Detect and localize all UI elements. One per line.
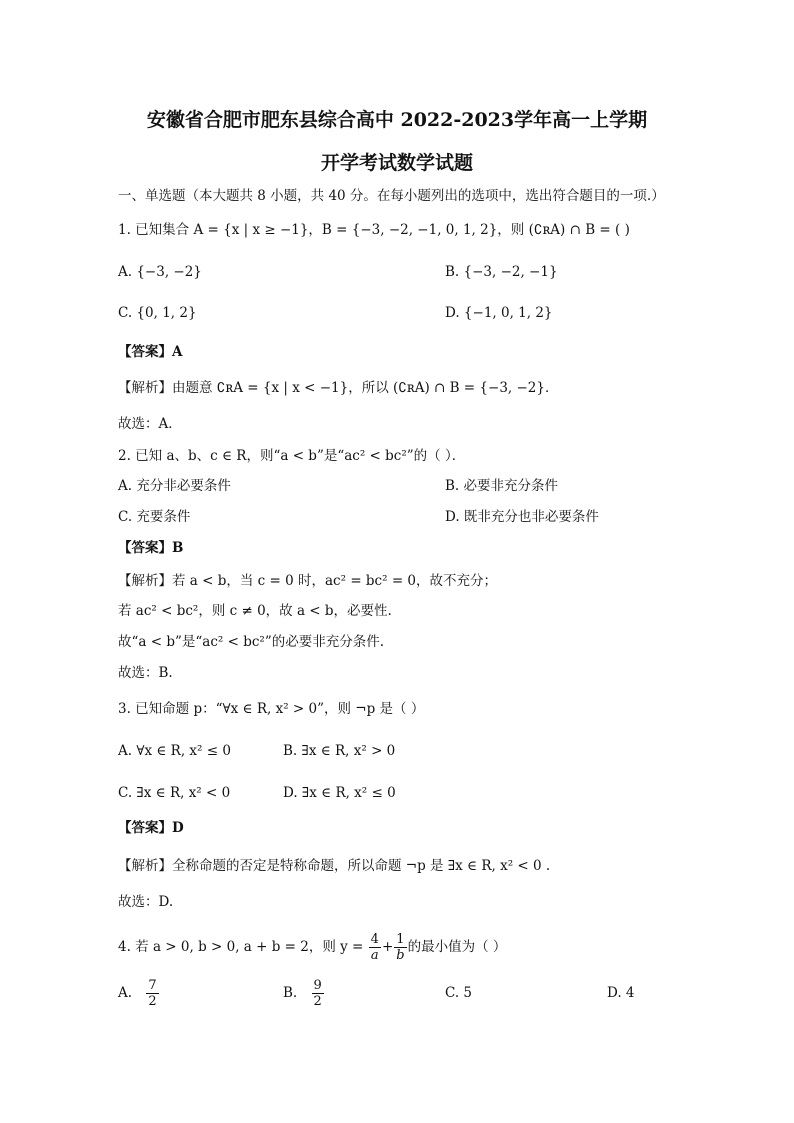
- q4-stem-pre: 4. 若 a > 0, b > 0, a + b = 2，则 y =: [118, 939, 368, 955]
- q4-option-a-fraction: [146, 978, 158, 1009]
- q2-option-c: C. 充要条件: [118, 509, 191, 525]
- q4-option-b: [283, 975, 325, 1011]
- q2-option-d: D. 既非充分也非必要条件: [445, 509, 599, 525]
- q1-choose: 故选：A．: [118, 416, 182, 432]
- q1-option-c: C. {0, 1, 2}: [118, 305, 197, 321]
- q2-answer: 【答案】B: [118, 540, 184, 556]
- frac-denominator: a: [370, 948, 379, 963]
- q4-option-d: D. 4: [607, 985, 635, 1001]
- q3-option-b: B. ∃x ∈ R, x² > 0: [283, 743, 396, 759]
- q4-fraction-1-over-b: [394, 932, 406, 963]
- q4-option-a: [118, 975, 160, 1011]
- frac-numerator: 7: [148, 978, 157, 993]
- frac-denominator: 2: [313, 994, 322, 1009]
- frac-numerator: 4: [370, 932, 379, 947]
- q1-option-b: B. {−3, −2, −1}: [445, 264, 558, 280]
- q3-stem: 3. 已知命题 p：“∀x ∈ R, x² > 0”，则 ¬p 是（ ）: [118, 701, 425, 717]
- q3-analysis: 【解析】全称命题的否定是特称命题，所以命题 ¬p 是 ∃x ∈ R, x² < 0 .: [118, 858, 551, 874]
- frac-numerator: 1: [396, 932, 405, 947]
- frac-numerator: 9: [313, 978, 322, 993]
- q3-answer: 【答案】D: [118, 820, 184, 836]
- q3-option-a: A. ∀x ∈ R, x² ≤ 0: [118, 743, 231, 759]
- q2-stem: 2. 已知 a、b、c ∈ R，则“a < b”是“ac² < bc²”的（ ）．: [118, 448, 466, 464]
- q3-option-d: D. ∃x ∈ R, x² ≤ 0: [283, 785, 396, 801]
- q2-analysis-3: 故“a < b”是“ac² < bc²”的必要非充分条件.: [118, 634, 385, 650]
- q1-option-a: A. {−3, −2}: [118, 264, 202, 280]
- frac-denominator: 2: [148, 994, 157, 1009]
- q2-choose: 故选：B.: [118, 665, 173, 681]
- option-label: B.: [283, 985, 298, 1001]
- q3-option-c: C. ∃x ∈ R, x² < 0: [118, 785, 231, 801]
- section-heading: 一、单选题（本大题共 8 小题，共 40 分。在每小题列出的选项中，选出符合题目的一项.）: [118, 188, 665, 204]
- q2-analysis-1: 【解析】若 a < b，当 c = 0 时，ac² = bc² = 0，故不充分；: [118, 573, 498, 589]
- q4-stem-post: 的最小值为（ ）: [407, 939, 507, 955]
- q4-fraction-4-over-a: [369, 932, 381, 963]
- exam-title-line1: 安徽省合肥市肥东县综合高中 2022-2023学年高一上学期: [146, 109, 648, 131]
- plus-sign: +: [381, 939, 394, 955]
- q2-option-a: A. 充分非必要条件: [118, 478, 231, 494]
- q4-option-b-fraction: [312, 978, 324, 1009]
- q4-option-c: C. 5: [445, 985, 473, 1001]
- q1-stem: 1. 已知集合 A = {x | x ≥ −1}，B = {−3, −2, −1, 0, 1, 2}，则 (∁ʀA) ∩ B = ( ): [118, 222, 630, 238]
- q1-analysis: 【解析】由题意 ∁ʀA = {x | x < −1}，所以 (∁ʀA) ∩ B = {−3, −2}．: [118, 380, 559, 396]
- frac-denominator: b: [396, 948, 405, 963]
- q2-analysis-2: 若 ac² < bc²，则 c ≠ 0，故 a < b，必要性.: [118, 603, 392, 619]
- option-label: A.: [118, 985, 133, 1001]
- q2-option-b: B. 必要非充分条件: [445, 478, 559, 494]
- q4-stem: [118, 929, 506, 965]
- q1-answer: 【答案】A: [118, 344, 183, 360]
- exam-title-line2: 开学考试数学试题: [320, 152, 473, 174]
- q3-choose: 故选：D.: [118, 894, 174, 910]
- q1-option-d: D. {−1, 0, 1, 2}: [445, 305, 553, 321]
